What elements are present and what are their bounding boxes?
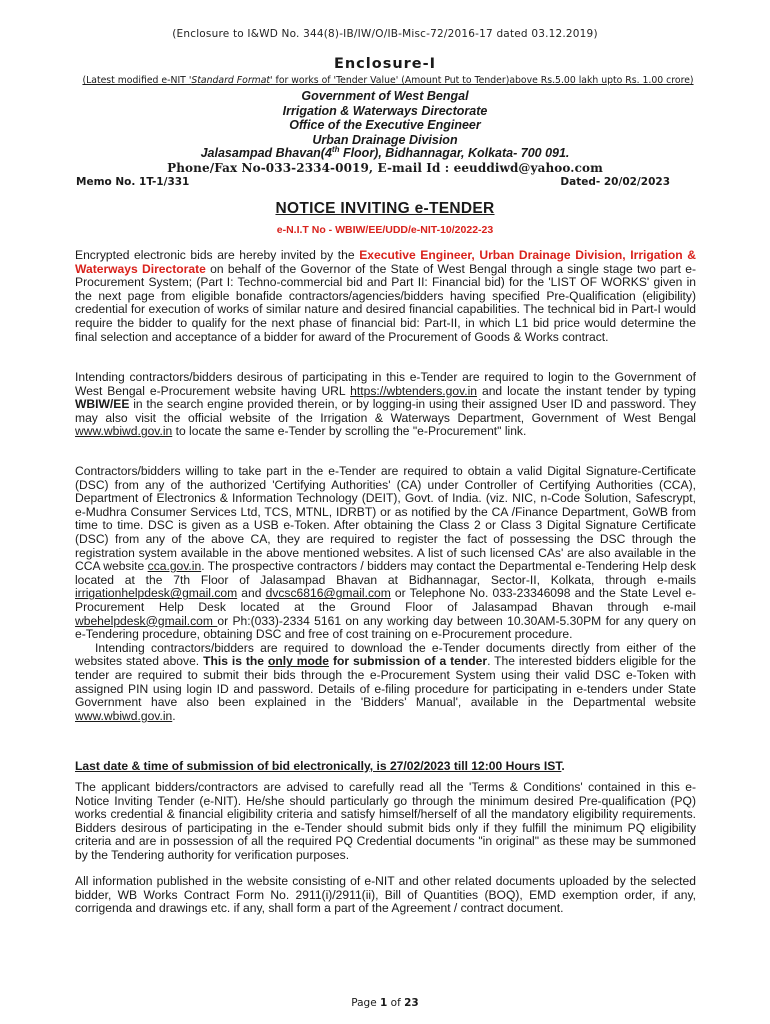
footer-page: 1	[380, 997, 388, 1009]
dvcsc-email-link[interactable]: dvcsc6816@gmail.com	[265, 586, 391, 601]
enclosure-subtitle-italic: Standard Format	[191, 75, 271, 86]
p1-text-a: Encrypted electronic bids are hereby invited by the	[75, 248, 360, 262]
memo-number: Memo No. 1T-1/331	[76, 176, 190, 188]
p3b-text-c: .	[172, 708, 176, 723]
header-address-sup: th	[331, 144, 340, 154]
memo-date: Dated- 20/02/2023	[560, 176, 670, 188]
p2-text-d: to locate the same e-Tender by scrolling the "e-Procurement" link.	[172, 424, 527, 439]
p2-text-b: and locate the instant tender by typing	[477, 383, 696, 398]
page-footer	[0, 997, 770, 1009]
paragraph-information	[75, 875, 696, 916]
enclosure-subtitle-post: ' for works of 'Tender Value' (Amount Put to Tender)above Rs.5.00 lakh upto Rs. 1.00 crore)	[270, 75, 694, 86]
p2-text-a: Intending contractors/bidders desirous of participating in this e-Tender are required to login to the Government of West Bengal e-Procurement website having URL	[75, 370, 696, 398]
footer-pre: Page	[351, 997, 381, 1009]
footer-total: 23	[404, 997, 419, 1009]
wbiwd-link[interactable]: www.wbiwd.gov.in	[75, 424, 173, 439]
p2-search-key: WBIW/EE	[75, 397, 130, 412]
p3b-text-b: . The interested bidders eligible for the tender are required to submit their bids through the e-Procurement System using their valid DSC e-Token with assigned PIN using login ID and password. Details of e-filing procedure for participating in e-tenders under State Government have also been explained in the 'Bidders' Manual', available in the Departmental website	[75, 654, 696, 710]
p1-authority: Executive Engineer, Urban Drainage Division, Irrigation & Waterways Directorate	[75, 248, 697, 276]
header-address-pre: Jalasampad Bhavan(4	[200, 146, 332, 160]
p5-text: The applicant bidders/contractors are advised to carefully read all the 'Terms & Conditions' contained in this e-Notice Inviting Tender (e-NIT). He/she should particularly go through the minimum desired Pre-qualification (PQ) works credential & financial eligibility criteria and satisfy himself/herself of all the mandatory eligibility requirements. Bidders desirous of participating in the e-Tender should submit bids only if they fulfill the minimum PQ eligibility criteria and are in possession of all the required PQ Credential documents "in original" as these may be summoned by the Tendering authority for verification purposes.	[75, 780, 696, 862]
header-address	[0, 146, 770, 161]
bid-deadline-end: .	[561, 759, 565, 773]
helpdesk-email-link[interactable]: irrigationhelpdesk@gmail.com	[75, 586, 238, 601]
bid-deadline: Last date & time of submission of bid electronically, is 27/02/2023 till 12:00 Hours IST	[75, 759, 562, 773]
enclosure-subtitle	[58, 75, 718, 86]
paragraph-login	[75, 371, 696, 439]
paragraph-terms	[75, 781, 696, 863]
enclosure-subtitle-pre: (Latest modified e-NIT '	[82, 75, 192, 86]
p3-text-b: . The prospective contractors / bidders may contact the Departmental e-Tendering Help desk located at the 7th Floor of Jalasampad Bhavan at Bidhannagar, Sector-II, Kolkata, through e-mails	[75, 559, 696, 587]
p3b-bold-2: for submission of a tender	[329, 654, 488, 669]
header-government: Government of West Bengal	[301, 89, 469, 103]
notice-title: NOTICE INVITING e-TENDER	[275, 200, 495, 217]
p3-text-d: or Telephone No. 033-23346098 and the State Level e-Procurement Help Desk located at the Ground Floor of Jalasampad Bhavan through e-mail	[75, 586, 696, 614]
p3-text-a: Contractors/bidders willing to take part in the e-Tender are required to obtain a valid Digital Signature-Certificate (DSC) from any of the authorized 'Certifying Authorities' (CA) under Controller of Certifying Authorities (CCA), Department of Electronics & Information Technology (DEIT), Govt. of India. (viz. NIC, n-Code Solution, Safescrypt, e-Mudhra Consumer Services Ltd, TCS, MTNL, IDRBT) or as notified by the CA /Finance Department, GoWB from time to time. DSC is given as a USB e-Token. After obtaining the Class 2 or Class 3 Digital Signature Certificate (DSC) from any of the above CA, they are required to register the fact of possessing the DSC through the registration system available in the above mentioned websites. A list of such licensed CAs' are also available in the CCA website	[75, 464, 696, 574]
header-address-post: Floor), Bidhannagar, Kolkata- 700 091.	[339, 146, 570, 160]
p2-text-c: in the search engine provided therein, or by logging-in using their assigned User ID and password. They may also visit the official website of the Irrigation & Waterways Department, Government of West Bengal	[75, 397, 696, 425]
cca-link[interactable]: cca.gov.in	[147, 559, 202, 574]
paragraph-download	[75, 642, 696, 724]
p3b-bold-1: This is the	[203, 654, 268, 669]
wbiwd-link-2[interactable]: www.wbiwd.gov.in	[75, 708, 173, 723]
enclosure-reference: (Enclosure to I&WD No. 344(8)-IB/IW/O/IB-Misc-72/2016-17 dated 03.12.2019)	[172, 28, 598, 40]
header-contact: Phone/Fax No-033-2334-0019, E-mail Id : eeuddiwd@yahoo.com	[167, 161, 603, 175]
header-directorate: Irrigation & Waterways Directorate	[282, 103, 488, 118]
wbtenders-link[interactable]: https://wbtenders.gov.in	[350, 383, 477, 398]
paragraph-dsc	[75, 465, 696, 723]
footer-mid: of	[387, 997, 405, 1009]
p1-text-b: on behalf of the Governor of the State of West Bengal through a single stage two part e-Procurement System; (Part I: Techno-commercial bid and Part II: Financial bid) for the 'LIST OF WORKS' given in the next page from eligible bonafide contractors/agencies/bidders having specified Pre-Qualification (eligibility) credential for execution of works of similar nature and desired financial capabilities. The technical bid in Part-I would require the bidder to qualify for the next phase of financial bid: Part-II, in which L1 bid price would determine the final selection and acceptance of a bidder for award of the Procurement of Goods & Works contract.	[75, 261, 696, 344]
paragraph-deadline	[75, 760, 696, 774]
p3-text-e: or Ph:(033)-2334 5161 on any working day between 10.30AM-5.30PM for any query on e-Tendering procedure, obtaining DSC and free of cost training on e-Procurement procedure.	[75, 613, 696, 642]
paragraph-invitation	[75, 249, 696, 344]
enit-number: e-N.I.T No - WBIW/EE/UDD/e-NIT-10/2022-23	[276, 224, 494, 236]
header-division: Urban Drainage Division	[312, 132, 458, 147]
p3-text-c: and	[237, 586, 266, 601]
enclosure-title: Enclosure-I	[333, 56, 437, 72]
p3b-text-a: Intending contractors/bidders are required to download the e-Tender documents directly from either of the websites stated above.	[75, 640, 696, 669]
p6-text: All information published in the website consisting of e-NIT and other related documents uploaded by the selected bidder, WB Works Contract Form No. 2911(i)/2911(ii), Bill of Quantities (BOQ), EMD exemption order, if any, corrigenda and drawings etc. if any, shall form a part of the Agreement / contract document.	[75, 874, 696, 916]
p3b-only-mode: only mode	[267, 654, 330, 669]
wbehelpdesk-email-link[interactable]: wbehelpdesk@gmail.com	[75, 613, 218, 628]
header-office: Office of the Executive Engineer	[289, 118, 481, 132]
